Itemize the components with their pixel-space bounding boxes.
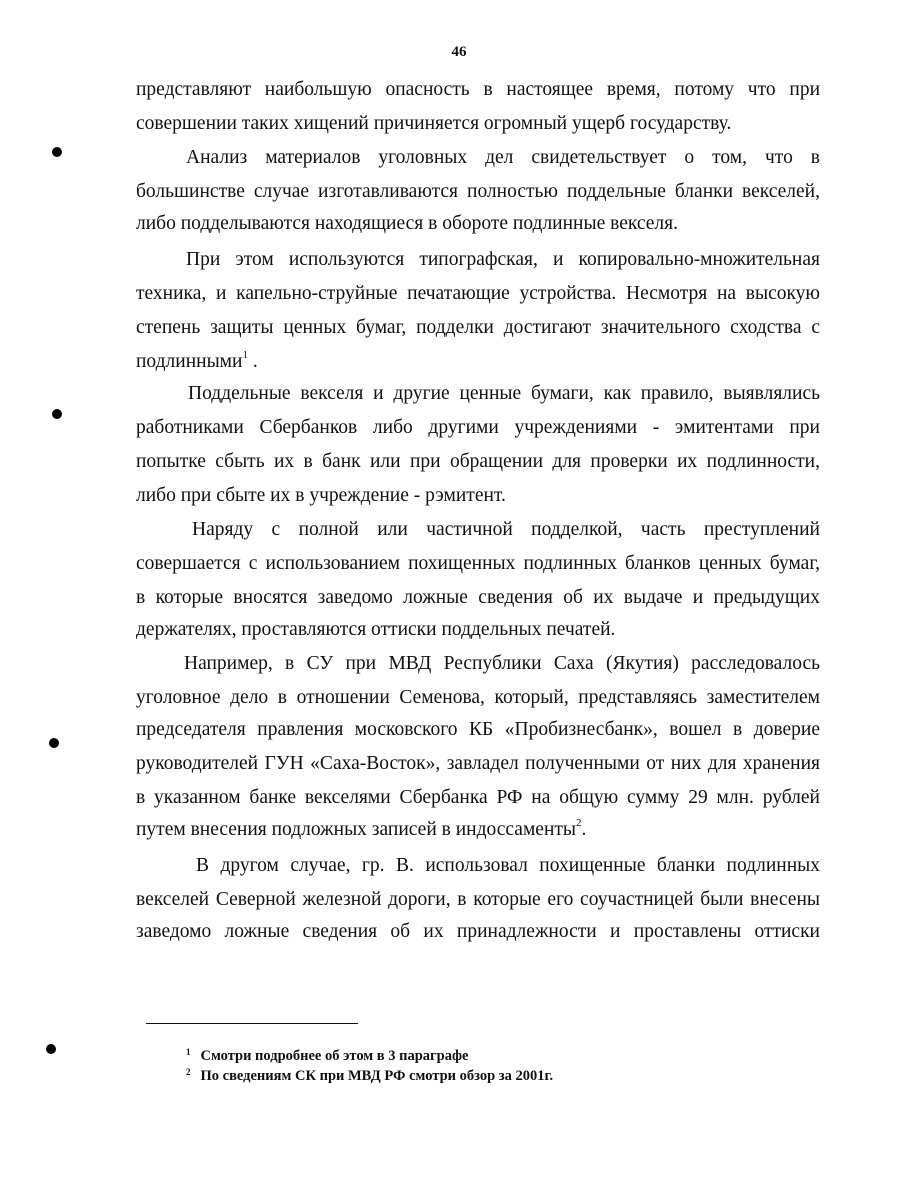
footnote xyxy=(186,1068,553,1085)
footnote-ref: 1 xyxy=(242,348,248,361)
footnote-separator xyxy=(146,1023,358,1024)
text-line: При этом используются типографская, и копировально-множительная xyxy=(186,249,820,270)
text-line: заведомо ложные сведения об их принадлежности и проставлены оттиски xyxy=(136,921,820,942)
text-line: председателя правления московского КБ «Пробизнесбанк», вошел в доверие xyxy=(136,719,820,740)
footnote-text: Смотри подробнее об этом в 3 параграфе xyxy=(200,1048,469,1064)
text-fragment: . xyxy=(581,819,587,840)
text-line xyxy=(136,350,258,374)
text-line: Например, в СУ при МВД Республики Саха (Якутия) расследовалось xyxy=(184,653,820,674)
text-line: совершении таких хищений причиняется огромный ущерб государству. xyxy=(136,113,732,134)
text-line: Анализ материалов уголовных дел свидетельствует о том, что в xyxy=(186,147,820,168)
text-line: большинстве случае изготавливаются полностью поддельные бланки векселей, xyxy=(136,181,820,202)
text-line: руководителей ГУН «Саха-Восток», завладел полученными от них для хранения xyxy=(136,753,820,774)
text-line xyxy=(136,818,586,842)
text-line: уголовное дело в отношении Семенова, который, представляясь заместителем xyxy=(136,687,820,708)
text-line: в указанном банке векселями Сбербанка РФ на общую сумму 29 млн. рублей xyxy=(136,787,820,808)
text-line: в которые вносятся заведомо ложные сведения об их выдаче и предыдущих xyxy=(136,587,820,608)
text-line: держателях, проставляются оттиски поддельных печатей. xyxy=(136,619,616,640)
binding-hole-mark xyxy=(49,738,59,748)
text-line: работниками Сбербанков либо другими учреждениями - эмитентами при xyxy=(136,417,820,438)
text-line: векселей Северной железной дороги, в которые его соучастницей были внесены xyxy=(136,889,820,910)
text-fragment: путем внесения подложных записей в индоссаменты xyxy=(136,819,576,840)
text-line: Наряду с полной или частичной подделкой, часть преступлений xyxy=(192,519,820,540)
footnote-mark: 2 xyxy=(186,1067,191,1077)
footnote xyxy=(186,1048,468,1065)
text-line: либо подделываются находящиеся в обороте подлинные векселя. xyxy=(136,213,678,234)
text-line: попытке сбыть их в банк или при обращении для проверки их подлинности, xyxy=(136,451,820,472)
binding-hole-mark xyxy=(52,409,62,419)
text-line: степень защиты ценных бумаг, подделки достигают значительного сходства с xyxy=(136,317,820,338)
footnote-mark: 1 xyxy=(186,1047,191,1057)
text-line: либо при сбыте их в учреждение - рэмитент. xyxy=(136,485,506,506)
page-number: 46 xyxy=(451,44,467,60)
footnote-ref: 2 xyxy=(576,816,582,829)
footnote-text: По сведениям СК при МВД РФ смотри обзор за 2001г. xyxy=(200,1068,554,1084)
binding-hole-mark xyxy=(46,1044,56,1054)
text-fragment: . xyxy=(247,351,258,372)
text-line: представляют наибольшую опасность в настоящее время, потому что при xyxy=(136,79,820,100)
text-line: В другом случае, гр. В. использовал похищенные бланки подлинных xyxy=(196,855,820,876)
text-line: техника, и капельно-струйные печатающие устройства. Несмотря на высокую xyxy=(136,283,820,304)
text-fragment: подлинными xyxy=(136,351,243,372)
text-line: Поддельные векселя и другие ценные бумаги, как правило, выявлялись xyxy=(188,383,820,404)
text-line: совершается с использованием похищенных подлинных бланков ценных бумаг, xyxy=(136,553,820,574)
binding-hole-mark xyxy=(52,147,62,157)
